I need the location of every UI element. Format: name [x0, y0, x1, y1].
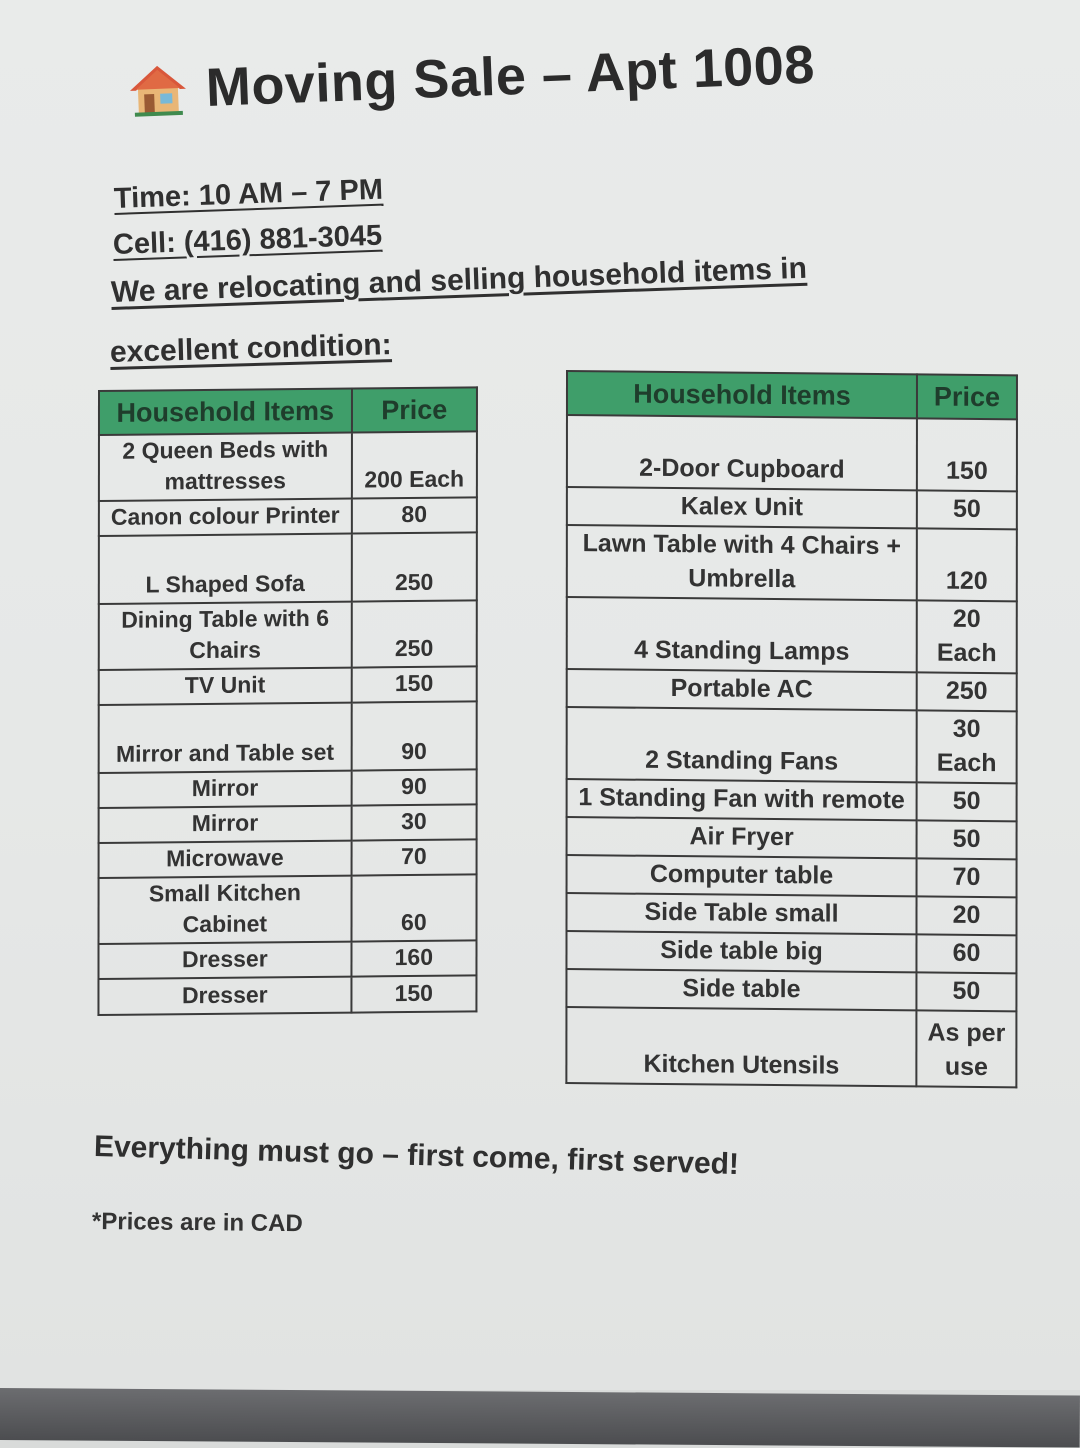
item-price: 90 [351, 769, 476, 805]
table-row [99, 666, 477, 705]
item-name: 2-Door Cupboard [567, 415, 917, 490]
item-price: 20 [916, 896, 1016, 935]
item-price: 250 [917, 672, 1017, 711]
item-price: 150 [351, 666, 476, 702]
item-name: Side table big [566, 931, 916, 972]
item-price: 60 [351, 874, 476, 941]
item-name: Mirror [99, 771, 352, 808]
table-row [566, 969, 1016, 1011]
table-row [98, 975, 476, 1015]
item-price: 50 [917, 490, 1017, 529]
item-name: L Shaped Sofa [99, 534, 352, 604]
table-surface-edge [0, 1388, 1080, 1448]
item-name: Dining Table with 6 Chairs [99, 602, 352, 670]
table-row [567, 855, 1017, 897]
item-name: Side Table small [567, 893, 917, 934]
column-header-items: Household Items [99, 389, 352, 435]
table-row [567, 525, 1017, 601]
currency-note: *Prices are in CAD [91, 1208, 303, 1238]
table-row [99, 497, 477, 536]
item-name: Canon colour Printer [99, 499, 352, 536]
item-price: 70 [917, 858, 1017, 897]
item-price: 50 [916, 972, 1016, 1011]
item-name: Dresser [98, 977, 351, 1015]
table-row [567, 817, 1017, 859]
table-row [567, 415, 1017, 491]
table-row [98, 940, 476, 979]
item-name: TV Unit [99, 668, 352, 705]
table-row [567, 893, 1017, 935]
table-row [99, 804, 477, 843]
items-table-right [565, 370, 1018, 1088]
table-row [99, 532, 477, 604]
item-name: Air Fryer [567, 817, 917, 858]
cell-phone[interactable]: Cell: (416) 881-3045 [112, 219, 383, 261]
description-line-1: We are relocating and selling household items in [110, 251, 808, 309]
item-price: 150 [917, 418, 1017, 491]
table-row [567, 707, 1017, 783]
item-price: 150 [351, 975, 476, 1012]
item-price: 50 [917, 820, 1017, 859]
column-header-items: Household Items [567, 371, 917, 418]
item-price: 30 [351, 804, 476, 840]
item-name: Microwave [99, 841, 352, 878]
table-row [567, 597, 1017, 673]
item-name: Kitchen Utensils [566, 1007, 916, 1086]
table-row [566, 1007, 1016, 1087]
table-row [99, 600, 477, 670]
item-name: Computer table [567, 855, 917, 896]
item-price: 70 [351, 839, 476, 875]
item-price: 250 [351, 600, 476, 667]
item-price: 50 [917, 782, 1017, 821]
item-name: Dresser [98, 942, 351, 979]
item-name: 1 Standing Fan with remote [567, 779, 917, 820]
table-row [567, 779, 1017, 821]
item-name: 2 Queen Beds with mattresses [99, 433, 352, 501]
table-row [99, 701, 477, 773]
footer-slogan: Everything must go – first come, first served! [93, 1130, 740, 1182]
sale-time: Time: 10 AM – 7 PM [113, 173, 384, 215]
table-row [566, 931, 1016, 973]
table-row [567, 487, 1017, 529]
item-name: 2 Standing Fans [567, 707, 917, 782]
item-name: Small Kitchen Cabinet [99, 876, 352, 944]
item-name: Side table [566, 969, 916, 1010]
item-name: Mirror and Table set [99, 703, 352, 773]
item-price: 120 [917, 528, 1017, 601]
item-name: Lawn Table with 4 Chairs + Umbrella [567, 525, 917, 600]
table-row [99, 839, 477, 878]
description-line-2: excellent condition: [109, 328, 393, 369]
item-price: 250 [351, 532, 476, 601]
table-header-row [567, 371, 1017, 419]
column-header-price: Price [352, 387, 477, 432]
item-price: As per use [916, 1010, 1016, 1087]
column-header-price: Price [917, 374, 1017, 419]
items-table-left [97, 386, 478, 1016]
item-price: 80 [352, 497, 477, 533]
page-title: Moving Sale – Apt 1008 [204, 34, 816, 118]
item-name: Mirror [99, 806, 352, 843]
table-row [99, 431, 477, 501]
item-name: Portable AC [567, 669, 917, 710]
item-name: 4 Standing Lamps [567, 597, 917, 672]
item-price: 200 Each [352, 431, 477, 498]
table-header-row [99, 387, 477, 435]
item-price: 160 [351, 940, 476, 976]
table-row [99, 874, 477, 944]
house-icon [127, 61, 189, 119]
item-price: 60 [916, 934, 1016, 973]
title-row [127, 34, 816, 122]
table-row [567, 669, 1017, 711]
item-price: 30 Each [917, 710, 1017, 783]
item-price: 90 [351, 701, 476, 770]
item-price: 20 Each [917, 600, 1017, 673]
table-row [99, 769, 477, 808]
item-name: Kalex Unit [567, 487, 917, 528]
